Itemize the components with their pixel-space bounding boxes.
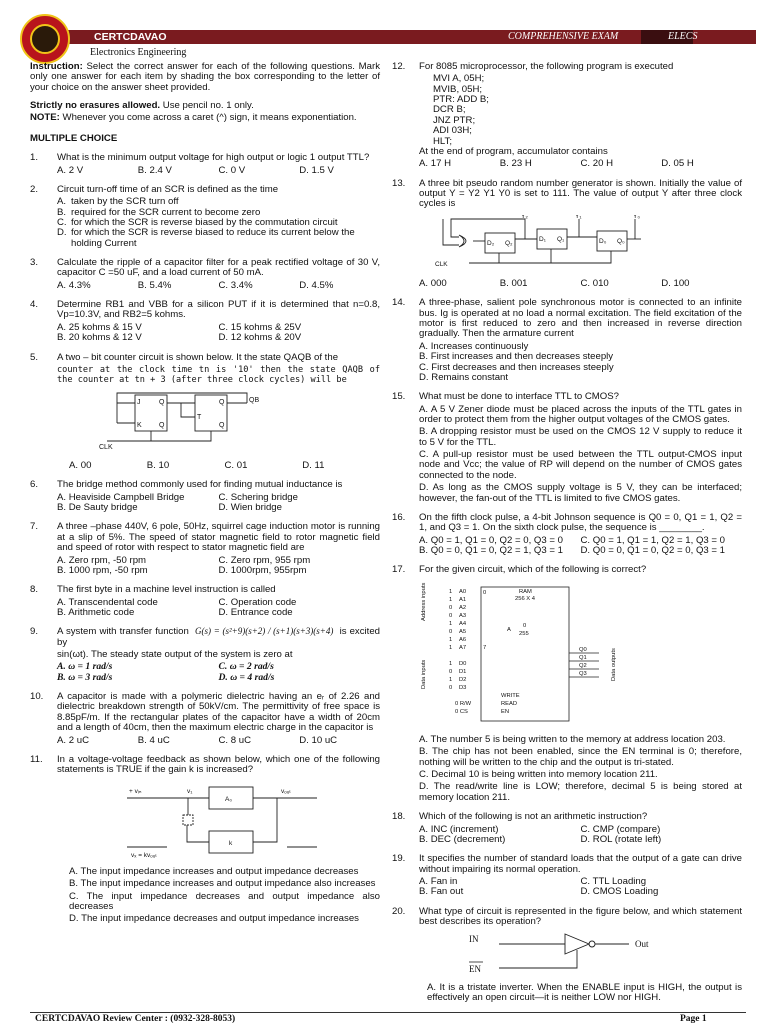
text-q12-code-6: HLT; xyxy=(433,135,453,147)
text-q18-opts-3: D. ROL (rotate left) xyxy=(580,833,662,845)
text-q11-opts-3: D. The input impedance decreases and output impedance increases xyxy=(69,913,359,925)
text-q16-text: On the fifth clock pulse, a 4-bit Johnson sequence is Q0 = 0, Q1 = 1, Q2 = 1, and Q3 = 1. On the sixth clock pulse, the sequence is ________. xyxy=(419,511,742,534)
text-q2-opts-3-0: D. xyxy=(57,227,67,239)
text-q6-text: The bridge method commonly used for finding mutual inductance is xyxy=(57,479,343,491)
text-q14-opts-2: C. First decreases and then increases steeply xyxy=(419,361,614,373)
text-q14-opts-3: D. Remains constant xyxy=(419,371,509,383)
text-q20-n: 20. xyxy=(392,905,406,917)
text-q5-n: 5. xyxy=(30,351,39,363)
question-5 xyxy=(30,353,380,472)
text-q9-opts-2: B. ω = 3 rad/s xyxy=(57,671,113,683)
text-q17-fig-ram: RAM xyxy=(519,588,532,595)
ram-circuit-diagram xyxy=(419,581,629,729)
text-q2-opts-0-1: taken by the SCR turn off xyxy=(71,196,179,208)
text-q18-n: 18. xyxy=(392,811,406,823)
text-q11-fig-v1: v₁ xyxy=(187,787,193,795)
text-intro-erasure_text: Use pencil no. 1 only. xyxy=(160,100,254,112)
question-2 xyxy=(30,185,380,249)
section-title: MULTIPLE CHOICE xyxy=(30,132,118,144)
text-q13-fig-clk: CLK xyxy=(435,260,448,268)
text-q17-fig-dout-2: Q2 xyxy=(579,662,587,669)
text-q5-fig-k: K xyxy=(137,421,142,429)
seal-logo-icon xyxy=(20,14,70,64)
text-q5-opts-3: D. 11 xyxy=(302,459,325,471)
text-q12-code-5: ADI 03H; xyxy=(433,125,472,137)
text-q8-opts-1: C. Operation code xyxy=(218,596,297,608)
text-q11-text: In a voltage-voltage feedback as shown below, which one of the following statements is TRUE if the gain k is increased? xyxy=(57,753,380,776)
text-q20-fig-in: IN xyxy=(469,934,479,945)
exam-title: COMPREHENSIVE EXAM xyxy=(508,31,619,42)
text-q5-text2: counter at the clock time tn is '10' then the state QAQB of the counter at tn + 3 (after three clock cycles) will be xyxy=(57,364,380,386)
text-q17-fig-addr_bits-3: 0 xyxy=(449,612,453,619)
text-q14-n: 14. xyxy=(392,297,406,309)
text-q13-fig-y2: Y₂ xyxy=(521,214,528,220)
text-q17-fig-addr_bits-5: 0 xyxy=(449,628,453,635)
text-q8-opts-2: B. Arithmetic code xyxy=(57,606,135,618)
text-q20-text: What type of circuit is represented in the figure below, and which statement best describes its operation? xyxy=(419,905,742,928)
text-q12-opts-2: C. 20 H xyxy=(580,158,614,170)
text-q2-opts-0-0: A. xyxy=(57,196,67,208)
text-q17-fig-addr_bits-6: 1 xyxy=(449,636,453,643)
text-q6-opts-1: C. Schering bridge xyxy=(218,491,298,503)
text-q13-n: 13. xyxy=(392,177,406,189)
text-q10-opts-3: D. 10 uC xyxy=(299,734,338,746)
tristate-inverter-diagram xyxy=(469,932,669,976)
text-q17-fig-din_bits-0: 1 xyxy=(449,660,453,667)
text-q17-fig-addr-7: A7 xyxy=(459,644,467,651)
text-q17-fig-addr_bits-1: 1 xyxy=(449,596,453,603)
text-q17-fig-addr-5: A5 xyxy=(459,628,467,635)
right-column xyxy=(392,62,742,1005)
text-q12-opts-0: A. 17 H xyxy=(419,158,451,170)
text-q13-fig-y0: Y₀ xyxy=(633,214,641,220)
text-q9-text3: sin(ωt). The steady state output of the system is zero at xyxy=(57,649,293,661)
text-q8-text: The first byte in a machine level instruction is called xyxy=(57,584,276,596)
text-q3-opts-0: A. 4.3% xyxy=(57,279,91,291)
text-q5-fig-q: Q xyxy=(219,421,225,429)
question-3 xyxy=(30,258,380,291)
text-q11-opts-0: A. The input impedance increases and output impedance decreases xyxy=(69,865,359,877)
text-q16-opts-2: B. Q0 = 0, Q1 = 0, Q2 = 1, Q3 = 1 xyxy=(419,544,563,556)
text-q11-fig-vin: + vᵢₙ xyxy=(129,787,142,795)
header-bar xyxy=(56,30,756,44)
text-q17-n: 17. xyxy=(392,564,406,576)
text-q17-fig-read: READ xyxy=(501,700,518,707)
ram-data-output-pins xyxy=(579,647,587,677)
page-number: Page 1 xyxy=(680,1014,707,1024)
text-q5-fig-q: Q xyxy=(219,398,225,406)
text-q5-fig-q: Q xyxy=(159,398,165,406)
text-q9-n: 9. xyxy=(30,626,39,638)
text-q5-fig-q: Q xyxy=(159,421,165,429)
text-q13-fig-d0: D₀ xyxy=(599,237,607,245)
text-q6-opts-3: D. Wien bridge xyxy=(218,502,282,514)
text-q17-fig-addr-3: A3 xyxy=(459,612,467,619)
text-intro-instruction_label: Instruction: xyxy=(30,61,83,72)
text-q11-fig-a0: A₀ xyxy=(225,795,233,803)
text-q16-opts-3: D. Q0 = 0, Q1 = 0, Q2 = 0, Q3 = 1 xyxy=(580,544,726,556)
text-q12-code-1: MVIB, 05H; xyxy=(433,83,483,95)
text-q18-opts-1: C. CMP (compare) xyxy=(580,823,661,835)
text-q9-text1: A system with transfer function xyxy=(57,626,189,638)
text-q15-opts-0: A. A 5 V Zener diode must be placed across the inputs of the TTL gates in order to protect them from the higher output voltages of the CMOS gates. xyxy=(419,403,742,425)
text-q13-fig-d2: D₂ xyxy=(487,239,495,247)
text-q11-fig-k: k xyxy=(229,839,233,847)
text-q17-opts-3: D. The read/write line is LOW; therefore, decimal 5 is being stored at memory location 211. xyxy=(419,781,742,803)
text-q13-fig-y1: Y₁ xyxy=(575,214,582,220)
text-q7-n: 7. xyxy=(30,521,39,533)
text-q2-opts-3-1: for which the SCR is reverse biased to reduce its current below the holding Current xyxy=(71,227,355,249)
question-10 xyxy=(30,692,380,746)
text-q17-fig-dout-3: Q3 xyxy=(579,670,587,677)
left-column xyxy=(30,62,380,927)
text-q12-after: At the end of program, accumulator contains xyxy=(419,145,608,157)
text-q15-opts-1: B. A dropping resistor must be used on the CMOS 12 V supply to reduce it to 5 V for the TTL. xyxy=(419,426,742,448)
text-q1-opts-2: C. 0 V xyxy=(218,164,246,176)
text-q10-opts-0: A. 2 uC xyxy=(57,734,89,746)
text-q17-fig-din_bits-3: 0 xyxy=(449,684,453,691)
text-q17-fig-addr_bits-4: 1 xyxy=(449,620,453,627)
question-6 xyxy=(30,480,380,513)
text-q3-opts-3: D. 4.5% xyxy=(299,279,334,291)
text-q5-fig-clk: CLK xyxy=(99,443,113,451)
text-q19-n: 19. xyxy=(392,853,406,865)
text-q18-text: Which of the following is not an arithmetic instruction? xyxy=(419,811,648,823)
question-9 xyxy=(30,627,380,683)
text-q17-fig-dout-1: Q1 xyxy=(579,654,587,661)
text-q2-n: 2. xyxy=(30,183,39,195)
text-q15-opts-3: D. As long as the CMOS supply voltage is 5 V, they can be interfaced; however, the fan-out of the TTL is limited to five CMOS gates. xyxy=(419,482,742,504)
text-q12-code-2: PTR: ADD B; xyxy=(433,94,489,106)
text-q17-fig-pin7: 7 xyxy=(483,644,487,651)
question-19 xyxy=(392,854,742,897)
text-q13-fig-q2: Q₂ xyxy=(505,239,513,247)
text-q4-n: 4. xyxy=(30,299,39,311)
text-q4-opts-1: C. 15 kohms & 25V xyxy=(218,321,302,333)
text-q9-opts-0: A. ω = 1 rad/s xyxy=(57,661,113,673)
text-q5-opts-1: B. 10 xyxy=(146,459,170,471)
text-q12-code-4: JNZ PTR; xyxy=(433,114,476,126)
question-4 xyxy=(30,300,380,343)
text-q13-text: A three bit pseudo random number generator is shown. Initially the value of output Y = Y2 Y1 Y0 is set to 111. The value of output Y after three clock cycles is xyxy=(419,177,742,210)
text-intro-note_text: Whenever you come across a caret (^) sign, it means exponentiation. xyxy=(59,112,357,124)
text-q1-opts-1: B. 2.4 V xyxy=(137,164,172,176)
department-subtitle: Electronics Engineering xyxy=(90,47,187,58)
text-q4-opts-3: D. 12 kohms & 20V xyxy=(218,332,302,344)
text-q16-n: 16. xyxy=(392,511,406,523)
question-17 xyxy=(392,565,742,803)
text-q13-fig-q0: Q₀ xyxy=(617,237,625,245)
text-q7-opts-3: D. 1000rpm, 955rpm xyxy=(218,564,307,576)
text-q11-fig-vout: vₒᵤₜ xyxy=(281,787,292,795)
text-q5-text1: A two – bit counter circuit is shown below. It the state QAQB of the xyxy=(57,351,339,363)
text-q11-fig-vf: vₓ = kvₒᵤₜ xyxy=(131,851,158,859)
text-q17-fig-din_bits-1: 0 xyxy=(449,668,453,675)
text-q17-fig-rw: 0 R/W xyxy=(455,700,472,707)
text-q13-opts-3: D. 100 xyxy=(661,278,690,290)
text-q13-fig-q1: Q₁ xyxy=(557,235,565,243)
text-q17-fig-din-3: D3 xyxy=(459,684,467,691)
text-q1-opts-0: A. 2 V xyxy=(57,164,84,176)
question-14 xyxy=(392,298,742,383)
erasure-rule xyxy=(30,101,380,111)
text-q13-fig-d1: D₁ xyxy=(539,235,546,243)
text-q12-opts-1: B. 23 H xyxy=(499,158,532,170)
note xyxy=(30,113,380,123)
text-q9-text2: is excited by xyxy=(57,626,380,648)
text-q17-fig-en: EN xyxy=(501,708,510,715)
text-q17-opts-1: B. The chip has not been enabled, since the EN terminal is 0; therefore, nothing will be written to the chip and the output is tri-stated. xyxy=(419,746,742,768)
text-q17-fig-zero: 0 xyxy=(523,622,527,629)
text-q10-opts-2: C. 8 uC xyxy=(218,734,252,746)
exam-subject: ELECS xyxy=(668,31,698,42)
text-q6-n: 6. xyxy=(30,479,39,491)
text-q17-fig-size: 256 X 4 xyxy=(515,595,535,602)
text-q2-opts-2-0: C. xyxy=(57,216,67,228)
text-q2-text: Circuit turn-off time of an SCR is defined as the time xyxy=(57,183,279,195)
text-q17-fig-addr_bits-2: 0 xyxy=(449,604,453,611)
text-q15-text: What must be done to interface TTL to CMOS? xyxy=(419,391,619,403)
brand-name: CERTCDAVAO xyxy=(94,31,167,43)
text-q7-text: A three –phase 440V, 6 pole, 50Hz, squirrel cage induction motor is running at a slip of 5%. The speed of stator magnetic field to rotor magnetic field and speed of rotor with respect to stator magnetic field are xyxy=(57,521,380,554)
text-q9-opts-1: C. ω = 2 rad/s xyxy=(218,661,274,673)
text-q19-opts-2: B. Fan out xyxy=(419,886,464,898)
text-q7-opts-1: C. Zero rpm, 955 rpm xyxy=(218,554,311,566)
question-7 xyxy=(30,522,380,576)
text-q7-opts-0: A. Zero rpm, -50 rpm xyxy=(57,554,147,566)
question-20 xyxy=(392,907,742,1004)
question-13 xyxy=(392,179,742,290)
text-q13-opts-1: B. 001 xyxy=(499,278,528,290)
text-q1-n: 1. xyxy=(30,152,39,164)
text-q15-n: 15. xyxy=(392,391,406,403)
text-q17-fig-write: WRITE xyxy=(501,692,520,699)
question-1 xyxy=(30,153,380,176)
question-8 xyxy=(30,585,380,618)
text-q17-fig-addr_bits-7: 1 xyxy=(449,644,453,651)
text-q10-opts-1: B. 4 uC xyxy=(137,734,170,746)
question-18 xyxy=(392,812,742,845)
text-q17-fig-cs: 0 CS xyxy=(455,708,468,715)
text-q7-opts-2: B. 1000 rpm, -50 rpm xyxy=(57,564,148,576)
text-q5-fig-j: J xyxy=(137,398,141,406)
text-q17-fig-addr_label: Address inputs xyxy=(421,582,427,621)
text-q11-opts-1: B. The input impedance increases and output impedance also increases xyxy=(69,878,376,890)
text-q17-fig-data_out_label: Data outputs xyxy=(611,647,617,681)
text-q5-opts-0: A. 00 xyxy=(69,459,92,471)
footer-contact: CERTCDAVAO Review Center : (0932-328-8053) xyxy=(35,1014,236,1024)
text-q17-fig-a: A xyxy=(507,626,511,633)
text-q14-text: A three-phase, salient pole synchronous motor is connected to an infinite bus. Ig is operated at no load a normal excitation. The field excitation of the motor is first reduced to zero and then increased in reverse direction gradually. Then the armature current xyxy=(419,297,742,340)
text-intro-erasure_label: Strictly no erasures allowed. xyxy=(30,100,161,112)
text-q17-fig-dout-0: Q0 xyxy=(579,646,587,653)
question-15 xyxy=(392,392,742,504)
text-q2-opts-1-1: required for the SCR current to become zero xyxy=(71,206,261,218)
text-q8-n: 8. xyxy=(30,584,39,596)
text-q17-opts-0: A. The number 5 is being written to the memory at address location 203. xyxy=(419,734,726,746)
text-q6-opts-2: B. De Sauty bridge xyxy=(57,502,138,514)
text-q10-n: 10. xyxy=(30,691,44,703)
text-q17-fig-addr_bits-0: 1 xyxy=(449,588,453,595)
footer-divider xyxy=(30,1012,746,1013)
text-q3-opts-2: C. 3.4% xyxy=(218,279,253,291)
text-q20-fig-out: Out xyxy=(635,939,649,950)
text-q5-fig-qb: QB xyxy=(249,396,260,404)
text-q14-opts-0: A. Increases continuously xyxy=(419,340,529,352)
text-q19-opts-0: A. Fan in xyxy=(419,875,458,887)
prng-circuit-diagram xyxy=(429,215,659,273)
text-intro-instruction_text: Select the correct answer for each of the following questions. Mark only one answer for each item by shading the box corresponding to the letter of your choice on the answer sheet provided. xyxy=(30,61,380,93)
text-q2-opts-2-1: for which the SCR is reverse biased by the commutation circuit xyxy=(71,216,338,228)
text-q17-fig-din-2: D2 xyxy=(459,676,467,683)
text-q17-text: For the given circuit, which of the following is correct? xyxy=(419,564,647,576)
question-12 xyxy=(392,62,742,170)
transfer-function: G(s) = (s²+9)(s+2) / (s+1)(s+3)(s+4) xyxy=(195,626,334,637)
text-q16-opts-0: A. Q0 = 1, Q1 = 0, Q2 = 0, Q3 = 0 xyxy=(419,534,563,546)
text-q17-fig-addr-0: A0 xyxy=(459,588,467,595)
text-q19-opts-3: D. CMOS Loading xyxy=(580,886,659,898)
text-q18-opts-0: A. INC (increment) xyxy=(419,823,499,835)
text-q2-opts-1-0: B. xyxy=(57,206,67,218)
text-q12-code-3: DCR B; xyxy=(433,104,466,116)
counter-circuit-diagram xyxy=(97,391,267,455)
text-q8-opts-0: A. Transcendental code xyxy=(57,596,158,608)
text-q12-n: 12. xyxy=(392,61,406,72)
text-q13-opts-2: C. 010 xyxy=(580,278,609,290)
text-q17-fig-addr-6: A6 xyxy=(459,636,467,643)
ram-address-pins xyxy=(449,589,467,651)
text-q15-opts-2: C. A pull-up resistor must be used between the TTL output-CMOS input node and Vcc; the value of RP will depend on the number of CMOS gates connected to the node. xyxy=(419,449,742,481)
text-q17-fig-din_bits-2: 1 xyxy=(449,676,453,683)
text-q20-fig-en: EN xyxy=(469,964,481,975)
text-intro-note_label: NOTE: xyxy=(30,112,60,124)
question-16 xyxy=(392,513,742,556)
text-q9-opts-3: D. ω = 4 rad/s xyxy=(218,671,275,683)
text-q17-opts-2: C. Decimal 10 is being written into memory location 211. xyxy=(419,769,658,781)
text-q11-opts-2: C. The input impedance decreases and output impedance also decreases xyxy=(69,890,380,913)
text-q18-opts-2: B. DEC (decrement) xyxy=(419,833,506,845)
text-q4-opts-0: A. 25 kohms & 15 V xyxy=(57,321,142,333)
text-q8-opts-3: D. Entrance code xyxy=(218,606,293,618)
text-q16-opts-1: C. Q0 = 1, Q1 = 1, Q2 = 1, Q3 = 0 xyxy=(580,534,726,546)
text-q19-opts-1: C. TTL Loading xyxy=(580,875,647,887)
text-q20-opt_a: A. It is a tristate inverter. When the ENABLE input is HIGH, the output is effectively an open circuit—it is neither LOW nor HIGH. xyxy=(427,981,742,1004)
text-q17-fig-addr-1: A1 xyxy=(459,596,467,603)
text-q13-opts-0: A. 000 xyxy=(419,278,447,290)
question-11 xyxy=(30,755,380,925)
text-q4-text: Determine RB1 and VBB for a silicon PUT if it is determined that n=0.8, Vp=10.3V, and RB2=5 kohms. xyxy=(57,299,380,321)
text-q17-fig-din-1: D1 xyxy=(459,668,467,675)
text-q3-n: 3. xyxy=(30,257,39,269)
text-q12-opts-3: D. 05 H xyxy=(661,158,694,170)
text-q1-text: What is the minimum output voltage for high output or logic 1 output TTL? xyxy=(57,152,370,164)
text-q3-opts-1: B. 5.4% xyxy=(137,279,172,291)
text-q5-fig-t: T xyxy=(197,413,202,421)
text-q17-fig-pin0: 0 xyxy=(483,589,487,596)
text-q14-opts-1: B. First increases and then decreases steeply xyxy=(419,351,614,363)
text-q4-opts-2: B. 20 kohms & 12 V xyxy=(57,332,142,344)
text-q17-fig-data_in_label: Data inputs xyxy=(421,659,427,689)
text-q11-n: 11. xyxy=(30,753,43,765)
text-q12-code-0: MVI A, 05H; xyxy=(433,73,485,85)
text-q5-opts-2: C. 01 xyxy=(224,459,248,471)
text-q19-text: It specifies the number of standard loads that the output of a gate can drive without impairing its normal operation. xyxy=(419,853,742,875)
text-q17-fig-max: 255 xyxy=(519,630,529,637)
text-q17-fig-addr-2: A2 xyxy=(459,604,467,611)
text-q10-text: A capacitor is made with a polymeric dielectric having an eᵣ of 2.26 and dielectric breakdown strength of 50kV/cm. The permittivity of free space is 8.85pF/m. If the rectangular plates of the capacitor have a width of 20cm and a length of 40cm, then the maximum electric charge in the capacitor is xyxy=(57,691,380,734)
instruction xyxy=(30,62,380,93)
feedback-block-diagram xyxy=(127,781,317,861)
text-q3-text: Calculate the ripple of a capacitor filter for a peak rectified voltage of 30 V, capacitor C =50 uF, and a load current of 50 mA. xyxy=(57,257,380,279)
ram-data-input-pins xyxy=(449,661,466,691)
text-q6-opts-0: A. Heaviside Campbell Bridge xyxy=(57,491,185,503)
text-q17-fig-din-0: D0 xyxy=(459,660,467,667)
text-q12-text: For 8085 microprocessor, the following program is executed xyxy=(419,61,674,72)
text-q1-opts-3: D. 1.5 V xyxy=(299,164,334,176)
text-q17-fig-addr-4: A4 xyxy=(459,620,467,627)
